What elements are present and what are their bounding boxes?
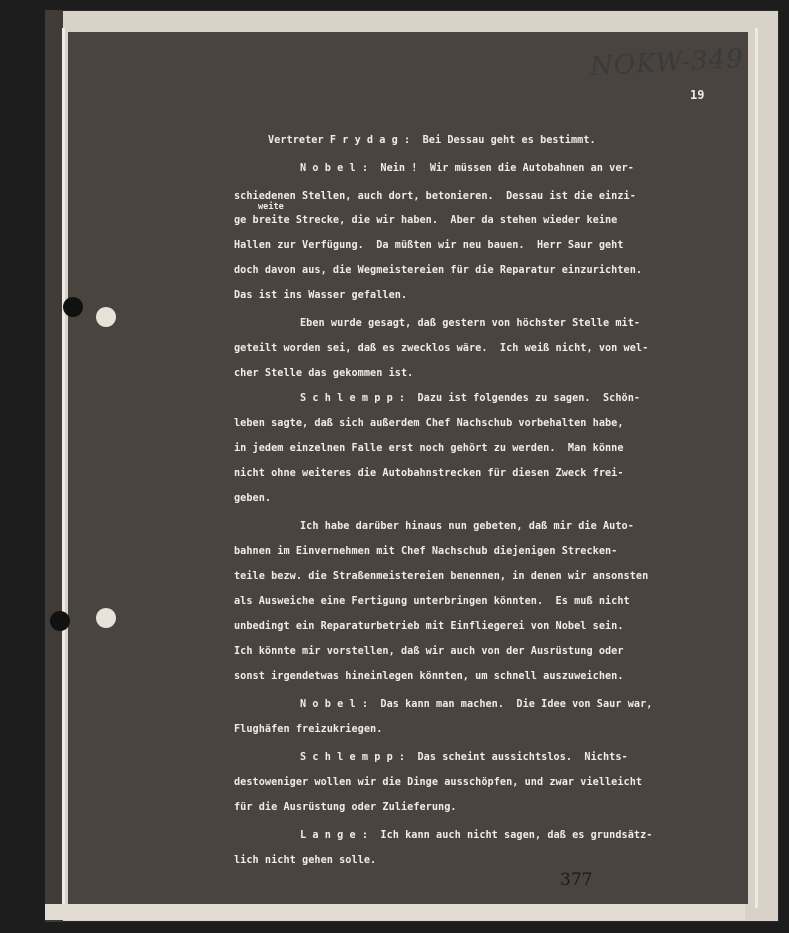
text-line: Eben wurde gesagt, daß gestern von höchster Stelle mit- xyxy=(300,318,641,329)
text-line: Flughäfen freizukriegen. xyxy=(234,724,383,735)
text-line: doch davon aus, die Wegmeistereien für die Reparatur einzurichten. xyxy=(234,265,643,276)
text-line: sonst irgendetwas hineinlegen könnten, um schnell auszuweichen. xyxy=(234,671,624,682)
text-line: geteilt worden sei, daß es zwecklos wäre. Ich weiß nicht, von wel- xyxy=(234,343,649,354)
text-line: S c h l e m p p : Das scheint aussichtslos. Nichts- xyxy=(300,752,628,763)
text-line: geben. xyxy=(234,493,272,504)
text-line: ge breite Strecke, die wir haben. Aber da stehen wieder keine xyxy=(234,215,618,226)
text-line: cher Stelle das gekommen ist. xyxy=(234,368,414,379)
text-line: N o b e l : Nein ! Wir müssen die Autobahnen an ver- xyxy=(300,163,634,174)
page-number: 19 xyxy=(690,88,705,102)
text-line: Das ist ins Wasser gefallen. xyxy=(234,290,408,301)
text-line: Vertreter F r y d a g : Bei Dessau geht es bestimmt. xyxy=(268,135,596,146)
archive-page-number: 377 xyxy=(560,870,593,890)
text-line: bahnen im Einvernehmen mit Chef Nachschub diejenigen Strecken- xyxy=(234,546,618,557)
text-line: L a n g e : Ich kann auch nicht sagen, daß es grundsätz- xyxy=(300,830,653,841)
text-line: teile bezw. die Straßenmeistereien benennen, in denen wir ansonsten xyxy=(234,571,649,582)
text-line: Hallen zur Verfügung. Da müßten wir neu bauen. Herr Saur geht xyxy=(234,240,624,251)
text-line: Ich habe darüber hinaus nun gebeten, daß mir die Auto- xyxy=(300,521,634,532)
text-line: unbedingt ein Reparaturbetrieb mit Einfliegerei von Nobel sein. xyxy=(234,621,624,632)
text-line: schiedenen Stellen, auch dort, betonieren. Dessau ist die einzi- xyxy=(234,191,636,202)
punch-hole-top-shadow xyxy=(96,307,116,327)
punch-hole-bottom-shadow xyxy=(96,608,116,628)
paper-bottom-edge xyxy=(45,904,745,920)
archive-stamp: NOKW-349 xyxy=(589,43,745,83)
punch-hole-top xyxy=(63,297,83,317)
punch-hole-bottom xyxy=(50,611,70,631)
text-line: destoweniger wollen wir die Dinge ausschöpfen, und zwar vielleicht xyxy=(234,777,643,788)
text-line: für die Ausrüstung oder Zulieferung. xyxy=(234,802,457,813)
text-line: Ich könnte mir vorstellen, daß wir auch von der Ausrüstung oder xyxy=(234,646,624,657)
text-line: in jedem einzelnen Falle erst noch gehört zu werden. Man könne xyxy=(234,443,624,454)
text-line: nicht ohne weiteres die Autobahnstrecken für diesen Zweck frei- xyxy=(234,468,624,479)
text-line: leben sagte, daß sich außerdem Chef Nachschub vorbehalten habe, xyxy=(234,418,624,429)
text-insertion: weite xyxy=(258,202,284,212)
text-line: S c h l e m p p : Dazu ist folgendes zu sagen. Schön- xyxy=(300,393,641,404)
text-line: lich nicht gehen solle. xyxy=(234,855,377,866)
paper-left-edge xyxy=(45,10,63,922)
text-line: N o b e l : Das kann man machen. Die Idee von Saur war, xyxy=(300,699,653,710)
text-line: als Ausweiche eine Fertigung unterbringen könnten. Es muß nicht xyxy=(234,596,630,607)
